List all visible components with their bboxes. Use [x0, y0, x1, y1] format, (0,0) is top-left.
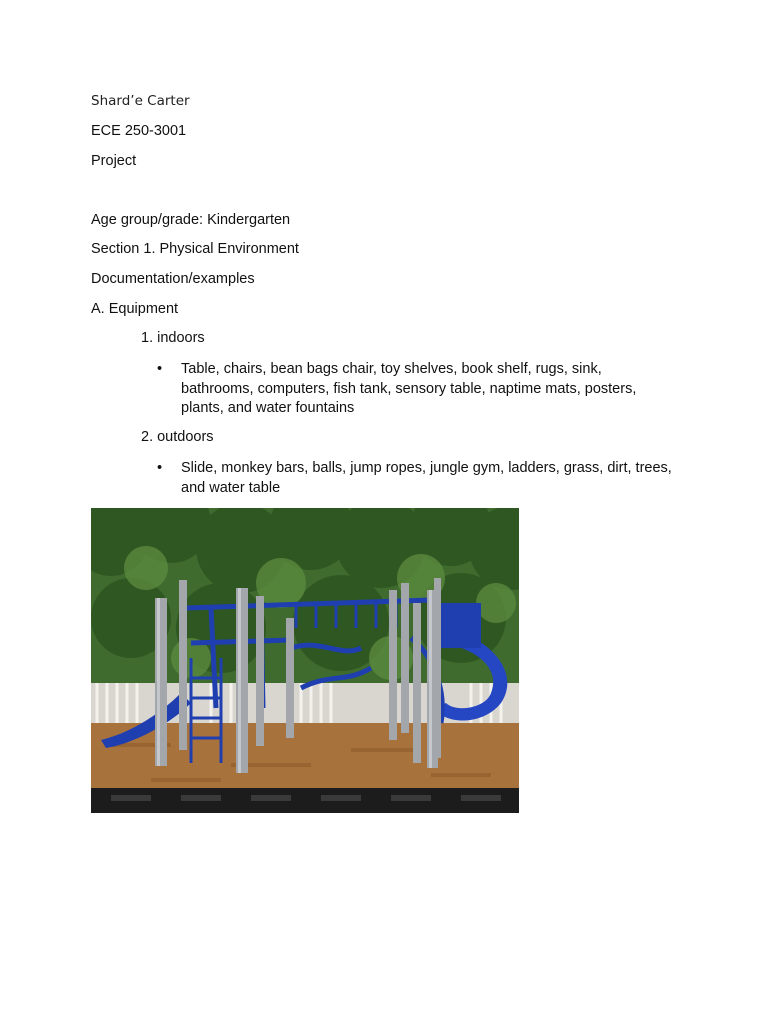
course-code: ECE 250-3001 [91, 123, 187, 139]
section-title: Section 1. Physical Environment [91, 241, 299, 257]
author-name: Shard’e Carter [91, 93, 190, 109]
document-type: Project [91, 153, 137, 169]
bullet-icon: • [157, 460, 163, 476]
outdoors-list-item [157, 459, 677, 498]
indoors-label: 1. indoors [141, 330, 205, 346]
bullet-icon: • [157, 361, 163, 377]
documentation-label: Documentation/examples [91, 271, 255, 287]
equipment-heading: A. Equipment [91, 301, 179, 317]
age-group: Age group/grade: Kindergarten [91, 212, 291, 228]
indoors-equipment-text: Table, chairs, bean bags chair, toy shelves, book shelf, rugs, sink, bathrooms, computers, fish tank, sensory table, naptime mats, posters, plants, and water fountains [181, 361, 637, 416]
outdoors-label: 2. outdoors [141, 429, 214, 445]
indoors-list-item [157, 360, 677, 419]
outdoors-equipment-text: Slide, monkey bars, balls, jump ropes, jungle gym, ladders, grass, dirt, trees, and water table [181, 460, 672, 496]
playground-photo [91, 508, 519, 813]
